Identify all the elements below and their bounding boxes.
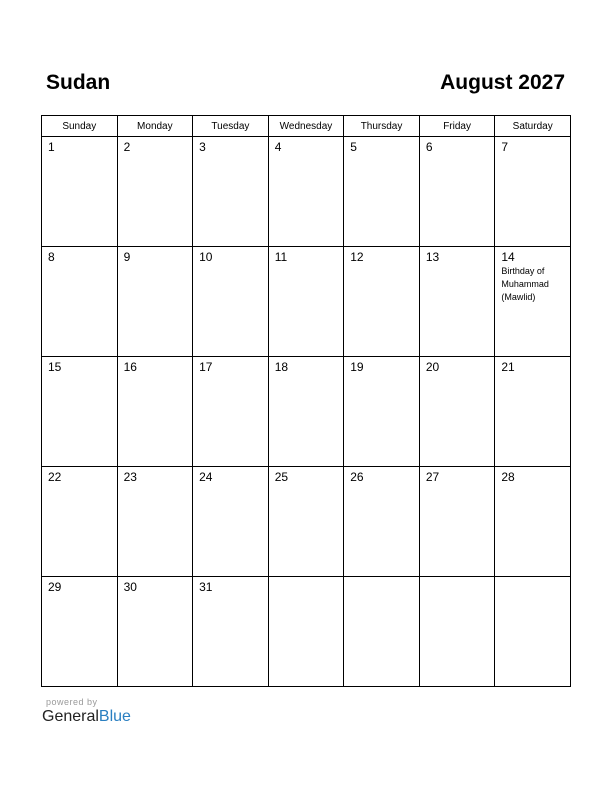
day-cell: [268, 577, 344, 687]
day-cell: [419, 357, 495, 467]
day-cell: [193, 467, 269, 577]
day-number: 4: [274, 140, 282, 154]
holiday-label: Birthday of Muhammad (Mawlid): [501, 266, 549, 302]
day-cell: [495, 247, 571, 357]
day-number: 15: [48, 360, 62, 374]
weekday-wednesday: Wednesday: [268, 116, 344, 137]
day-cell: [419, 247, 495, 357]
day-cell: [495, 577, 571, 687]
brand-logo: [42, 708, 131, 726]
day-cell: [344, 467, 420, 577]
brand-blue-text: Blue: [98, 708, 131, 725]
month-title: August 2027: [440, 71, 565, 94]
weekday-tuesday: Tuesday: [193, 116, 269, 137]
day-number: 16: [123, 360, 137, 374]
day-number: 23: [123, 470, 137, 484]
day-number: 22: [48, 470, 62, 484]
weekday-thursday: Thursday: [344, 116, 420, 137]
day-cell: [117, 137, 193, 247]
day-cell: [42, 577, 118, 687]
day-cell: [42, 247, 118, 357]
week-row: [42, 137, 571, 247]
powered-by-label: powered by: [46, 697, 98, 707]
day-cell: [42, 357, 118, 467]
day-cell: [42, 137, 118, 247]
day-cell: [344, 577, 420, 687]
brand-general-text: General: [42, 708, 99, 725]
week-row: [42, 467, 571, 577]
day-cell: [268, 247, 344, 357]
day-number: 21: [501, 360, 515, 374]
day-number: 12: [350, 250, 364, 264]
day-cell: [268, 137, 344, 247]
day-number: 9: [123, 250, 131, 264]
day-number: 7: [501, 140, 509, 154]
day-cell: [268, 357, 344, 467]
day-number: 26: [350, 470, 364, 484]
day-number: 13: [425, 250, 440, 264]
day-number: 29: [48, 580, 62, 594]
week-row: [42, 357, 571, 467]
weekday-friday: Friday: [419, 116, 495, 137]
day-cell: [344, 137, 420, 247]
day-number: 5: [350, 140, 357, 154]
day-cell: [495, 467, 571, 577]
day-number: 28: [501, 470, 515, 484]
day-number: 30: [123, 580, 137, 594]
day-cell: [42, 467, 118, 577]
day-cell: [193, 137, 269, 247]
day-number: 1: [48, 140, 55, 154]
day-number: 3: [199, 140, 206, 154]
day-cell: [419, 137, 495, 247]
day-number: 14: [501, 250, 515, 264]
week-row: [42, 247, 571, 357]
week-row: [42, 577, 571, 687]
day-number: 11: [274, 250, 288, 264]
day-number: 18: [274, 360, 289, 374]
weekday-sunday: Sunday: [42, 116, 118, 137]
calendar-grid: [41, 115, 571, 687]
day-number: 17: [199, 360, 213, 374]
day-cell: [268, 467, 344, 577]
day-number: 2: [123, 140, 131, 154]
day-number: 27: [425, 470, 440, 484]
weekday-header-row: [42, 116, 571, 137]
day-number: 20: [425, 360, 440, 374]
day-number: 19: [350, 360, 364, 374]
day-number: 6: [425, 140, 433, 154]
day-number: 24: [199, 470, 213, 484]
day-number: 25: [274, 470, 289, 484]
weekday-monday: Monday: [117, 116, 193, 137]
country-title: Sudan: [46, 71, 111, 94]
day-cell: [495, 137, 571, 247]
day-number: 31: [199, 580, 213, 594]
day-cell: [419, 467, 495, 577]
day-number: 8: [48, 250, 55, 264]
day-cell: [117, 577, 193, 687]
day-cell: [495, 357, 571, 467]
day-cell: [117, 247, 193, 357]
day-cell: [193, 247, 269, 357]
day-number: 10: [199, 250, 213, 264]
weekday-saturday: Saturday: [495, 116, 571, 137]
day-cell: [344, 247, 420, 357]
day-cell: [117, 467, 193, 577]
day-cell: [193, 577, 269, 687]
day-cell: [193, 357, 269, 467]
day-cell: [117, 357, 193, 467]
day-cell: [419, 577, 495, 687]
day-cell: [344, 357, 420, 467]
